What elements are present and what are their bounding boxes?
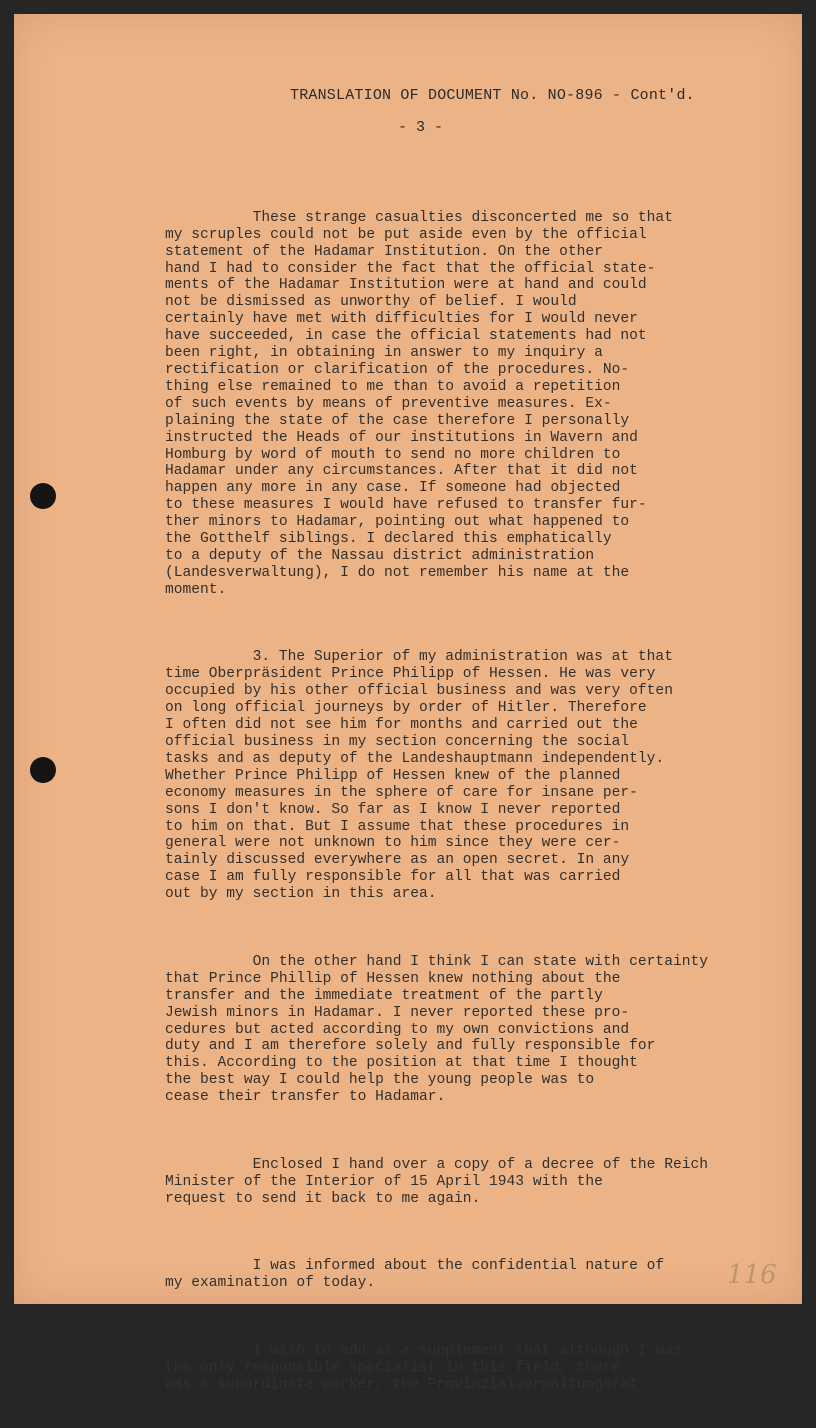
- page-number: - 3 -: [398, 119, 444, 136]
- punch-hole-icon: [30, 757, 56, 783]
- paragraph-1: These strange casualties disconcerted me so that my scruples could not be put aside even by the official statement of the Hadamar Institution. On the other hand I had to consider the fact that the official state- ments of the Hadamar Institution were at hand and could not be dismissed as unworthy of belief. I would certainly have met with difficulties for I would never have succeeded, in case the official statements had not been right, in obtaining in answer to my inquiry a rectification or clarification of the procedures. No- thing else remained to me than to avoid a repetition of such events by means of preventive measures. Ex- plaining the state of the case therefore I personally instructed the Heads of our institutions in Wavern and Homburg by word of mouth to send no more children to Hadamar under any circumstances. After that it did not happen any more in any case. If someone had objected to these measures I would have refused to transfer fur- ther minors to Hadamar, pointing out what happened to the Gotthelf siblings. I declared this emphatically to a deputy of the Nassau district administration (Landesverwaltung), I do not remember his name at the moment.: [165, 209, 673, 598]
- document-page: [14, 14, 802, 1393]
- paragraph-2: 3. The Superior of my administration was at that time Oberpräsident Prince Philipp of Hessen. He was very occupied by his other official business and was very often on long official journeys by order of Hitler. Therefore I often did not see him for months and carried out the official business in my section concerning the social tasks and as deputy of the Landeshauptmann independently. Whether Prince Philipp of Hessen knew of the planned economy measures in the sphere of care for insane per- sons I don't know. So far as I know I never reported to him on that. But I assume that these procedures in general were not unknown to him since they were cer- tainly discussed everywhere as an open secret. In any case I am fully responsible for all that was carried out by my section in this area.: [165, 649, 673, 903]
- punch-hole-icon: [30, 483, 56, 509]
- paragraph-4: Enclosed I hand over a copy of a decree of the Reich Minister of the Interior of 15 April 1943 with the request to send it back to me again.: [165, 1156, 708, 1207]
- paragraph-6: I wish to add as a supplement that although I was the only responsible specialist in this field, there was a subordinate worker, the Provinzialverwaltungsrat: [165, 1343, 682, 1393]
- handwritten-folio-number: 116: [727, 1260, 777, 1290]
- paragraph-3: On the other hand I think I can state with certainty that Prince Phillip of Hessen knew nothing about the transfer and the immediate treatment of the partly Jewish minors in Hadamar. I never reported these pro- cedures but acted according to my own convictions and duty and I am therefore solely and fully responsible for this. According to the position at that time I thought the best way I could help the young people was to cease their transfer to Hadamar.: [165, 953, 708, 1106]
- document-title: TRANSLATION OF DOCUMENT No. NO-896 - Cont'd.: [290, 87, 695, 104]
- paragraph-5: I was informed about the confidential nature of my examination of today.: [165, 1258, 665, 1292]
- document-body: [165, 176, 765, 1428]
